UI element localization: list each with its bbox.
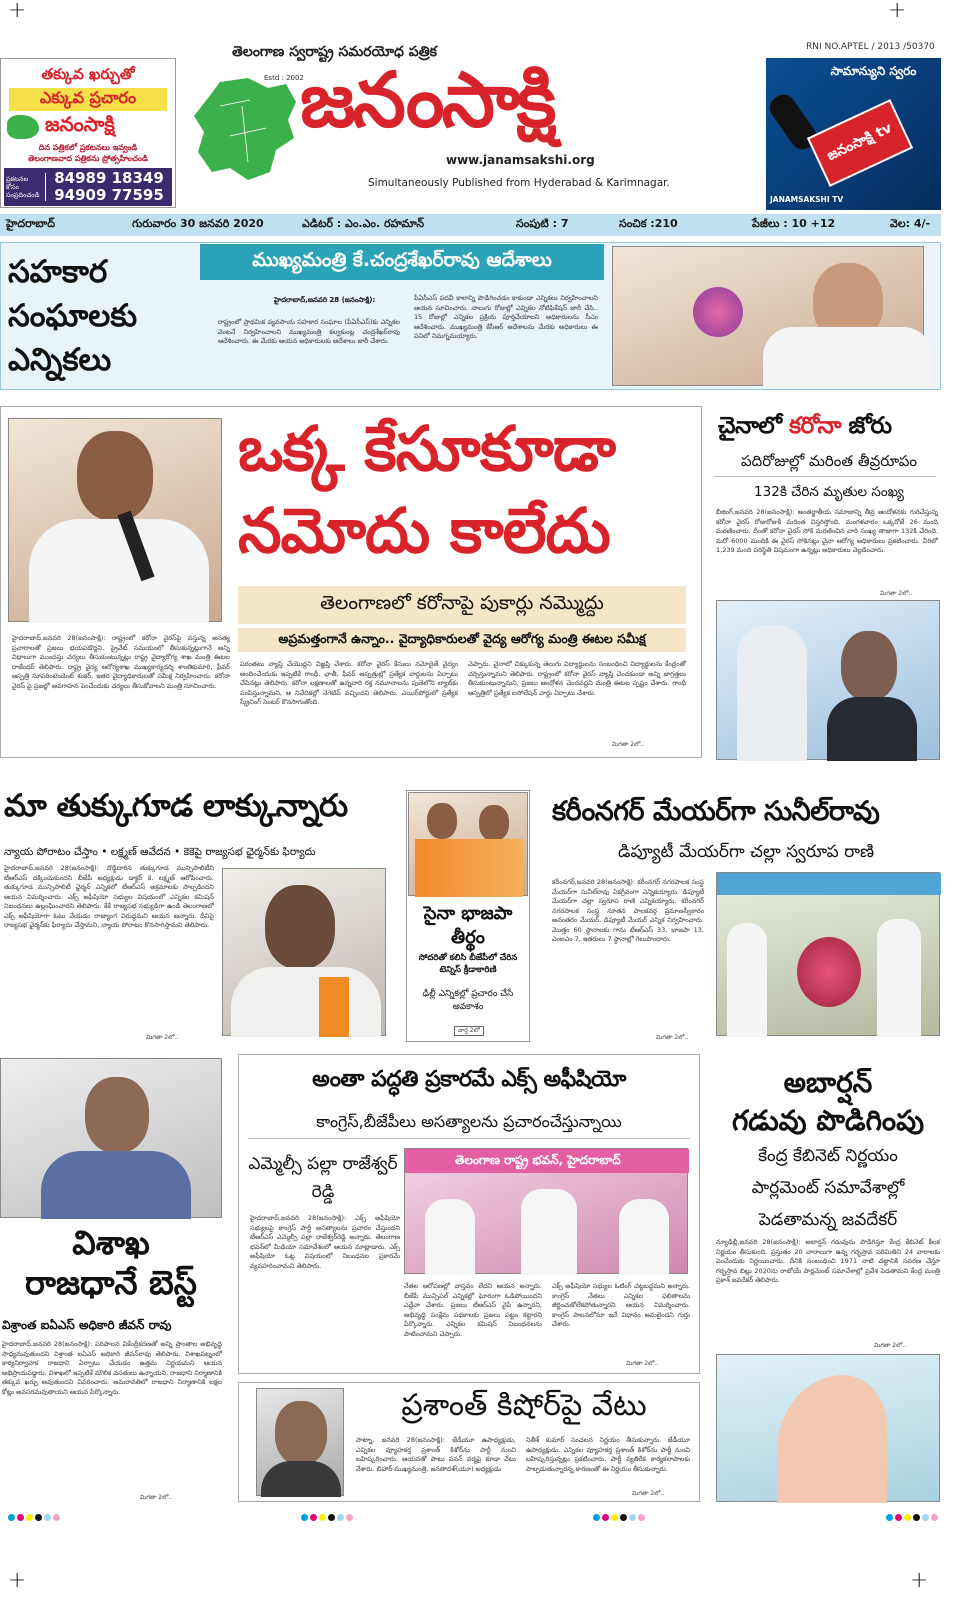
masthead-rni: RNI NO.APTEL / 2013 /50370	[806, 42, 935, 52]
tukkuguda-headline: మా తుక్కుగూడ లాక్కున్నారు	[4, 788, 348, 824]
top-story-headline: సహకార సంఘాలకు ఎన్నికలు	[8, 254, 138, 378]
tukkuguda-more: మిగతా 2లో..	[146, 1034, 179, 1041]
etela-photo-face	[77, 431, 153, 521]
kcr-photo	[612, 246, 924, 386]
top-story-banner: ముఖ్యమంత్రి కే.చంద్రశేఖర్‌రావు ఆదేశాలు	[200, 244, 604, 280]
karimnagar-photo-banner	[717, 873, 941, 895]
vizag-subheadline: విశ్రాంత ఐఏఎస్ అధికారి జీవన్ రావు	[2, 1318, 172, 1332]
exofficio-subheadline: కాంగ్రెస్,బీజేపీలు అసత్యాలను ప్రచారంచేస్తున్నాయి	[316, 1112, 622, 1131]
corona-divider	[714, 476, 936, 477]
lead-subheadline: తెలంగాణలో కరోనాపై పుకార్లు నమ్మొద్దు	[238, 586, 686, 624]
jeevan-rao-photo	[0, 1058, 222, 1218]
right-ad-mic-flag: జనంసాక్షి tv	[807, 99, 913, 187]
left-ad-line1: తక్కువ ఖర్చుతో	[41, 65, 135, 83]
laxman-photo-shirt	[231, 967, 381, 1037]
saina-photo-face1	[427, 803, 457, 839]
registration-mark-top-left: +	[8, 0, 27, 23]
etela-rajender-photo	[8, 418, 222, 622]
karimnagar-photo-person2	[877, 919, 921, 1037]
masthead-website: www.janamsakshi.org	[446, 153, 595, 167]
lead-headline-line1: ఒక్క కేసూకూడా	[238, 412, 615, 485]
corona-body: బీజింగ్‌,జనవరి 28(జనంసాక్షి): అంతర్జాతీయ సమాజాన్ని తీవ్ర ఆందోళనకు గురిచేస్తున్న కరోనా వైరస్‌ రోజురోజుకీ మరింత విస్తరిస్తోంది. మంగళవారం ఒక్కరోజే 26 మంది మరణించారు. దీంతో కరోనా వైరస్‌ సోకి మరణించిన వారి సంఖ్య తాజాగా 132కి చేరింది. మరో 6000 మందికి ఈ వైరస్‌ సోకినట్లు చైనా ఆరోగ్య అధికారులు ప్రకటించారు. వీరిలో 1,239 మంది పరిస్థితి విషమంగా ఉన్నట్లు అధికారులు వెల్లడించారు.	[716, 508, 938, 554]
vizag-body: హైదరాబాద్‌,జనవరి 28(జనంసాక్షి): పరిపాలన వికేంద్రీకరణతో అన్ని ప్రాంతాల అభివృద్ధి సాధ్యమవుతుందని విశ్రాంత ఐఏఎస్‌ అధికారి జీవన్‌రావు తెలిపారు. విశాఖపట్నంలో కార్యనిర్వాహక రాజధాని ఏర్పాటు చేయడం ఉత్తమ నిర్ణయమని ఆయన అభిప్రాయపడ్డారు. విశాఖలో ఇప్పటికే మౌలిక వసతులు ఉన్నాయని, రాజధాని నిర్మాణానికి తక్కువ ఖర్చు అవుతుందని వివరించారు. అమరావతిలో రాజధాని నిర్మాణానికి లక్షల కోట్లు అవసరమవుతాయని ఆయన పేర్కొన్నారు.	[2, 1340, 222, 1396]
corona-headline	[718, 414, 892, 438]
saina-photo-shawls	[415, 839, 523, 897]
karimnagar-body: కరీంనగర్‌,జనవరి 28(జనంసాక్షి): కరీంనగర్‌ నగరపాలక సంస్థ మేయర్‌గా సునీల్‌రావు ఏకగ్రీవంగా ఎన్నికయ్యారు. డిప్యూటీ మేయర్‌గా చల్లా స్వరూప రాణి ఎన్నికయ్యారు. కరీంనగర్‌ నగరపాలక సంస్థ నూతన పాలకవర్గ ప్రమాణస్వీకారం అనంతరం మేయర్‌, డిప్యూటీ మేయర్‌ ఎన్నిక నిర్వహించారు. మొత్తం 60 స్థానాలకు గాను టీఆర్‌ఎస్‌ 33, భాజపా 13, ఎంఐఎం 7, ఇతరులు 7 స్థానాల్లో గెలుపొందారు.	[552, 878, 704, 943]
traveller-face	[841, 631, 897, 701]
trs-photo-person3	[619, 1199, 669, 1275]
pregnancy-photo	[716, 1354, 940, 1502]
masthead-brand-name: జనంసాక్షి	[300, 55, 554, 144]
abortion-body: న్యూఢిల్లీ,జనవరి 28(జనంసాక్షి): అబార్షన్‌ గడువును పొడిగిస్తూ కేంద్ర కేబినెట్‌ కీలక నిర్ణయం తీసుకుంది. ప్రస్తుతం 20 వారాలుగా ఉన్న గర్భస్రావ పరిమితిని 24 వారాలకు పెంచేందుకు నిర్ణయించారు. దీనికి సంబంధించి 1971 నాటి చట్టానికి సవరణ చేస్తూ గర్భస్రావ బిల్లు 2020ను రాబోయే పార్లమెంట్‌ సమావేశాల్లో ప్రవేశ పెడతామని కేంద్ర మంత్రి ప్రకాశ్‌ జవదేకర్‌ తెలిపారు.	[716, 1238, 940, 1284]
right-ad-title: సామాన్యుని స్వరం	[830, 64, 917, 78]
abortion-headline-line2: గడువు పొడిగింపు	[731, 1104, 925, 1137]
exofficio-headline: అంతా పద్ధతి ప్రకారమే ఎక్స్ అఫీషియో	[312, 1067, 626, 1092]
abortion-sub2: పార్లమెంట్ సమావేశాల్లో	[751, 1178, 905, 1198]
dateline-volume: సంపుటి : 7	[516, 217, 569, 230]
lead-body-col1: హైదరాబాద్,జనవరి 28(జనంసాక్షి): రాష్ట్రంలో కరోనా వైరస్‌పై వస్తున్న అసత్య ప్రచారాలతో ప్రజలు భయపడొద్దని, ప్రైవేట్‌ సమయంలో తీసుకున్నట్లుగానే అన్ని విధాలుగా ముందస్తు చర్యలు తీసుకుంటున్నట్లు రాష్ట్ర వైద్యారోగ్య శాఖ మంత్రి ఈటల రాజేందర్‌ తెలిపారు. రాష్ట్ర వైద్య ఆరోగ్యశాఖ ముఖ్యకార్యదర్శి శాంతికుమారి, ఫీవర్‌ ఆస్పత్రి సూపరింటెండెంట్‌ శంకర్‌, ఇతర వైద్యాధికారులతో సమీక్ష నిర్వహించారు. కరోనా వైరస్‌ పై ప్రజల్లో అవగాహన పెంచేందుకు చర్యలు తీసుకోవాలని మంత్రి సూచించారు.	[12, 634, 230, 690]
prashant-body-col2: నితీశ్‌ కుమార్‌ సంచలన నిర్ణయం తీసుకున్నారు. జేడీయూ ఉపాధ్యక్షుడు, ఎన్నికల వ్యూహకర్త ప్రశాంత్‌ కిశోర్‌ను పార్టీ నుంచి బహిష్కరిస్తున్నట్లు ప్రకటించారు. పార్టీ వ్యతిరేక కార్యకలాపాలకు పాల్పడుతున్నారన్న కారణంతో ఈ నిర్ణయం తీసుకున్నారు.	[526, 1436, 690, 1473]
karimnagar-more: మిగతా 2లో..	[656, 1034, 689, 1041]
saina-title: సైనా భాజపా తీర్థం	[423, 903, 513, 948]
saina-photo-face2	[479, 805, 509, 841]
abortion-sub3: పెడతామన్న జవదేకర్	[758, 1210, 898, 1230]
dateline-bar	[0, 214, 941, 236]
exofficio-body-col3: ఎక్స్‌ అఫీషియో సభ్యుల ఓటింగ్‌ చట్టబద్ధమని అన్నారు. కాంగ్రెస్‌ నేతలు ఎన్నికల ఫలితాలను జీర్ణించుకోలేకపోతున్నారని ఆయన విమర్శించారు. కాంగ్రెస్‌ పాలనలోనూ ఇదే విధానం అమలైందని గుర్తు చేశారు.	[552, 1282, 690, 1328]
left-ad-line3: దిన పత్రికలో ప్రకటనలు ఇవ్వండి	[38, 143, 138, 152]
right-ad-box	[766, 58, 941, 210]
dateline-city: హైదరాబాద్	[6, 217, 55, 230]
jeevan-rao-shirt	[41, 1151, 191, 1219]
traveller-jacket	[827, 697, 917, 761]
dateline-date: గురువారం 30 జనవరి 2020	[132, 217, 264, 230]
abortion-more: మిగతా 2లో..	[874, 1342, 907, 1349]
exofficio-divider	[248, 1138, 690, 1139]
left-ad-phone2: 94909 77595	[54, 186, 164, 204]
saina-more: వార్త 2లో	[454, 1026, 484, 1036]
vizag-headline-line1: విశాఖ	[72, 1223, 150, 1262]
telangana-map-icon	[7, 115, 39, 139]
prashant-more: మిగతా 2లో..	[632, 1490, 665, 1497]
exofficio-more: మిగతా 2లో..	[626, 1360, 659, 1367]
lead-headline-line2: నమోదు కాలేదు	[238, 494, 610, 567]
dateline-editor: ఎడిటర్ : ఎం.ఎం. రహమాన్	[302, 217, 425, 230]
corona-subheadline: పదిరోజుల్లో మరింత తీవ్రరూపం	[741, 452, 917, 470]
corona-kicker: 132కి చేరిన మృతుల సంఖ్య	[754, 484, 904, 500]
corona-more: మిగతా 2లో..	[880, 590, 913, 597]
trs-photo-person2	[521, 1189, 577, 1275]
karimnagar-mayor-photo	[716, 872, 940, 1036]
saina-subheadline2: ఢిల్లీ ఎన్నికల్లో ప్రచారం చేసే అవకాశం	[422, 989, 514, 1012]
karimnagar-headline: కరీంనగర్ మేయర్‌గా సునీల్‌రావు	[552, 796, 880, 827]
print-color-bar	[8, 1513, 938, 1521]
exofficio-body-col2: నేతల ఆరోపణల్లో వాస్తవం లేదని ఆయన అన్నారు. బీజేపీ మున్సిపల్‌ ఎన్నికల్లో ఘోరంగా ఓడిపోయిందని ఎద్దేవా చేశారు. ప్రజలు టీఆర్‌ఎస్‌ వైపే ఉన్నారని, అభివృద్ధి సంక్షేమ పథకాలకు ప్రజలు పట్టం కట్టారని పేర్కొన్నారు. ఎన్నికల కమిషన్‌ నిబంధనలను పాటించామని చెప్పారు.	[404, 1282, 542, 1338]
karimnagar-subheadline: డిప్యూటీ మేయర్‌గా చల్లా స్వరూప రాణి	[617, 842, 875, 862]
exofficio-body-col1: హైదరాబాద్‌,జనవరి 28(జనంసాక్షి): ఎక్స్‌ అఫీషియో సభ్యులపై కాంగ్రెస్‌ పార్టీ అసత్యాలను ప్రచారం చేస్తుందని టీఆర్‌ఎస్‌ ఎమ్మెల్సీ పల్లా రాజేశ్వర్‌రెడ్డి అన్నారు. తెలంగాణ భవన్‌లో మీడియా సమావేశంలో ఆయన మాట్లాడారు. ఎక్స్‌ అఫీషియో ఓట్ల విషయంలో నిబంధనల ప్రకారమే వ్యవహరించామని తెలిపారు.	[250, 1214, 400, 1270]
saffron-scarf	[319, 977, 349, 1037]
masthead-estd: Estd : 2002	[264, 74, 304, 82]
abortion-headline-line1: అబార్షన్	[783, 1066, 873, 1099]
corona-headline-part2: జోరు	[841, 413, 892, 439]
corona-screening-photo	[716, 600, 940, 760]
trs-photo-person1	[425, 1199, 475, 1275]
lead-body-col2: పరంతటు వ్యాప్తి చేయొద్దని విజ్ఞప్తి చేశారు. కరోనా వైరస్‌ కేసులు నమోదైతే వైద్యం అందించేందుకు ఇప్పటికే గాంధీ, ఛాతీ, ఫీవర్‌ ఆస్పత్రుల్లో ప్రత్యేక వార్డులను ఏర్పాటు చేసినట్లు తెలిపారు. కరోనా లక్షణాలతో ఉన్నవారి రక్త నమూనాలను పుణెలోని ల్యాబ్‌కు పంపిస్తున్నామని, ఆ నివేదికల్లో నెగెటివ్‌ వచ్చిందని తెలిపారు. ఎయిర్‌పోర్టులో ప్రత్యేక స్క్రీనింగ్‌ సెంటర్‌ కొనసాగుతోంది.	[240, 660, 458, 706]
registration-mark-top-right: +	[888, 0, 907, 23]
tukkuguda-subheadline: న్యాయ పోరాటం చేస్తాం • లక్ష్మణ్‌ ఆవేదన • కెకెపై రాజ్యసభ ఛైర్మన్‌కు ఫిర్యాదు	[4, 846, 316, 858]
corona-headline-red: కరోనా	[789, 413, 842, 439]
trs-press-meet-photo	[404, 1148, 688, 1274]
telangana-map-logo	[190, 76, 302, 184]
left-ad-box	[0, 58, 176, 208]
karimnagar-photo-person1	[727, 923, 767, 1037]
masthead-tagline: తెలంగాణ స్వరాష్ట్ర సమరయోధ పత్రిక	[232, 44, 437, 60]
exofficio-byline: ఎమ్మెల్సీ పల్లా రాజేశ్వర్ రెడ్డి	[248, 1154, 398, 1202]
left-ad-phone1: 84989 18349	[54, 169, 164, 187]
top-story-dateline: హైదరాబాద్,జనవరి 28 (జనంసాక్షి):	[274, 296, 376, 304]
left-ad-line4: తెలంగాణవాద పత్రికను ప్రోత్సహించండి	[28, 154, 148, 163]
abortion-sub1: కేంద్ర కేబినెట్ నిర్ణయం	[758, 1146, 898, 1166]
left-ad-brand: జనంసాక్షి	[45, 112, 115, 136]
registration-mark-bottom-left: +	[8, 1568, 27, 1593]
left-ad-line2: ఎక్కువ ప్రచారం	[9, 88, 167, 111]
top-story-body-col2: పీఏసీఎస్‌ పదవీ కాలాన్ని పొడిగించడం కాకుండా ఎన్నికలు నిర్వహించాలని ఆయన సూచించారు. నాలుగు రోజుల్లో ఎన్నికల నోటిఫికేషన్‌ జారీ చేసి.. 15 రోజుల్లో ఎన్నికల ప్రక్రియ పూర్తిచేయాలని అధికారులను సీఎం ఆదేశించారు. ముఖ్యమంత్రి కేసీఆర్‌ ఆదేశాలను మేరకు అధికారులు ఈ పనిలో నిమగ్నమయ్యారు.	[414, 294, 598, 340]
vizag-headline-line2: రాజధానే బెస్ట్	[25, 1263, 197, 1302]
kcr-photo-shirt	[763, 327, 933, 387]
saina-photo	[408, 792, 528, 896]
laxman-photo-face	[265, 885, 335, 969]
registration-mark-bottom-right: +	[910, 1568, 929, 1593]
prashant-photo-shirt	[261, 1461, 341, 1497]
lead-kicker: అప్రమత్తంగానే ఉన్నాం.. వైద్యాధికారులతో వైద్య ఆరోగ్య మంత్రి ఈటల సమీక్ష	[238, 628, 686, 652]
corona-headline-part1: చైనాలో	[718, 413, 790, 439]
prashant-kishor-photo	[256, 1388, 344, 1496]
prashant-headline: ప్రశాంత్ కిషోర్‌పై వేటు	[401, 1388, 647, 1423]
vizag-more: మిగతా 2లో..	[140, 1494, 173, 1501]
dateline-price: వెల: 4/-	[890, 217, 931, 230]
laxman-photo	[222, 868, 386, 1036]
trs-photo-banner: తెలంగాణ రాష్ట్ర భవన్, హైదరాబాద్	[405, 1149, 689, 1173]
etela-photo-shirt	[29, 519, 209, 623]
lead-body-col3: చెప్పారు. చైనాలో చిక్కుకున్న తెలుగు విద్యార్థులను సంబంధించి విద్యార్థులను కేంద్రంతో చర్చిస్తున్నామని తెలిపారు. రాష్ట్రంలో కరోనా వైరస్‌ వ్యాప్తి చెందకుండా అన్ని జాగ్రత్తలు తీసుకుంటున్నామని, ప్రజలు ఆందోళన చెందవద్దని మంత్రి ఈటల స్పష్టం చేశారు. గాంధీ ఆస్పత్రిలో ప్రత్యేక ఐసోలేషన్‌ వార్డు ఏర్పాటు చేశారు.	[468, 660, 686, 697]
prashant-photo-face	[275, 1401, 327, 1465]
masthead-published: Simultaneously Published from Hyderabad & Karimnagar.	[368, 177, 670, 189]
dateline-issue: సంచిక :210	[619, 217, 678, 230]
karimnagar-photo-bouquet	[797, 937, 861, 1007]
lead-more: మిగతా 2లో..	[612, 741, 645, 748]
tukkuguda-body: హైదరాబాద్‌,జనవరి 28(జనంసాక్షి): దొడ్డిదారిన తుక్కుగూడ మున్సిపాలిటీని టీఆర్‌ఎస్‌ దక్కించుకుందని బీజేపీ అధ్యక్షుడు డాక్టర్‌ కె. లక్ష్మణ్‌ ఆరోపించారు. తుక్కుగూడ మున్సిపాలిటీ ఛైర్మన్‌ ఎన్నికలో టీఆర్‌ఎస్‌ అక్రమాలకు పాల్పడిందని ఆయన విమర్శించారు. ఎక్స్‌ అఫీషియో సభ్యుల విషయంలో ఎన్నికల కమిషన్‌ నిబంధనలు ఉల్లంఘించారని తెలిపారు. కేకే రాజ్యసభ సభ్యుడిగా ఉండి తెలంగాణలో ఎక్స్‌ అఫీషియోగా ఓటు వేయడం రాజ్యాంగ విరుద్ధమని ఆయన అన్నారు. దీనిపై రాజ్యసభ ఛైర్మన్‌కు ఫిర్యాదు చేస్తామని, న్యాయ పోరాటం కొనసాగిస్తామని తెలిపారు.	[4, 864, 214, 929]
kcr-photo-flowers	[693, 287, 743, 337]
top-story-body-col1: రాష్ట్రంలో ప్రాథమిక వ్యవసాయ సహకార సంఘాల (పీఏసీఎస్‌)కు ఎన్నికల వెంటనే నిర్వహించాలని ముఖ్యమంత్రి కల్వకుంట్ల చంద్రశేఖర్‌రావు ఆదేశించారు. ఈ మేరకు ఆయన అధికారులకు ఆదేశాలు జారీ చేశారు.	[218, 318, 400, 345]
health-worker-figure	[737, 625, 807, 761]
prashant-body-col1: పాట్నా, జనవరి 28(జనంసాక్షి): జేడీయూ ఉపాధ్యక్షుడు, ఎన్నికల వ్యూహకర్త ప్రశాంత్‌ కిశోర్‌ను పార్టీ నుంచి బహిష్కరించారు. ఆయనతో పాటు పవన్‌ వర్మపై కూడా వేటు వేశారు. బిహార్‌ ముఖ్యమంత్రి, జనతాదళ్‌(యూ) అధ్యక్షుడు	[356, 1436, 516, 1473]
saina-subheadline: సోదరితో కలిసి బీజేపీలో చేరిన టెన్నిస్‌ క్రీడాకారిణి	[418, 953, 518, 975]
right-ad-brand: JANAMSAKSHI TV	[770, 195, 844, 204]
pregnancy-photo-figure	[777, 1375, 887, 1503]
dateline-pages: పేజీలు : 10 +12	[752, 217, 836, 230]
jeevan-rao-face	[85, 1077, 149, 1153]
left-ad-contact-label: ప్రకటనల కోసం సంప్రదించండి	[4, 173, 46, 201]
